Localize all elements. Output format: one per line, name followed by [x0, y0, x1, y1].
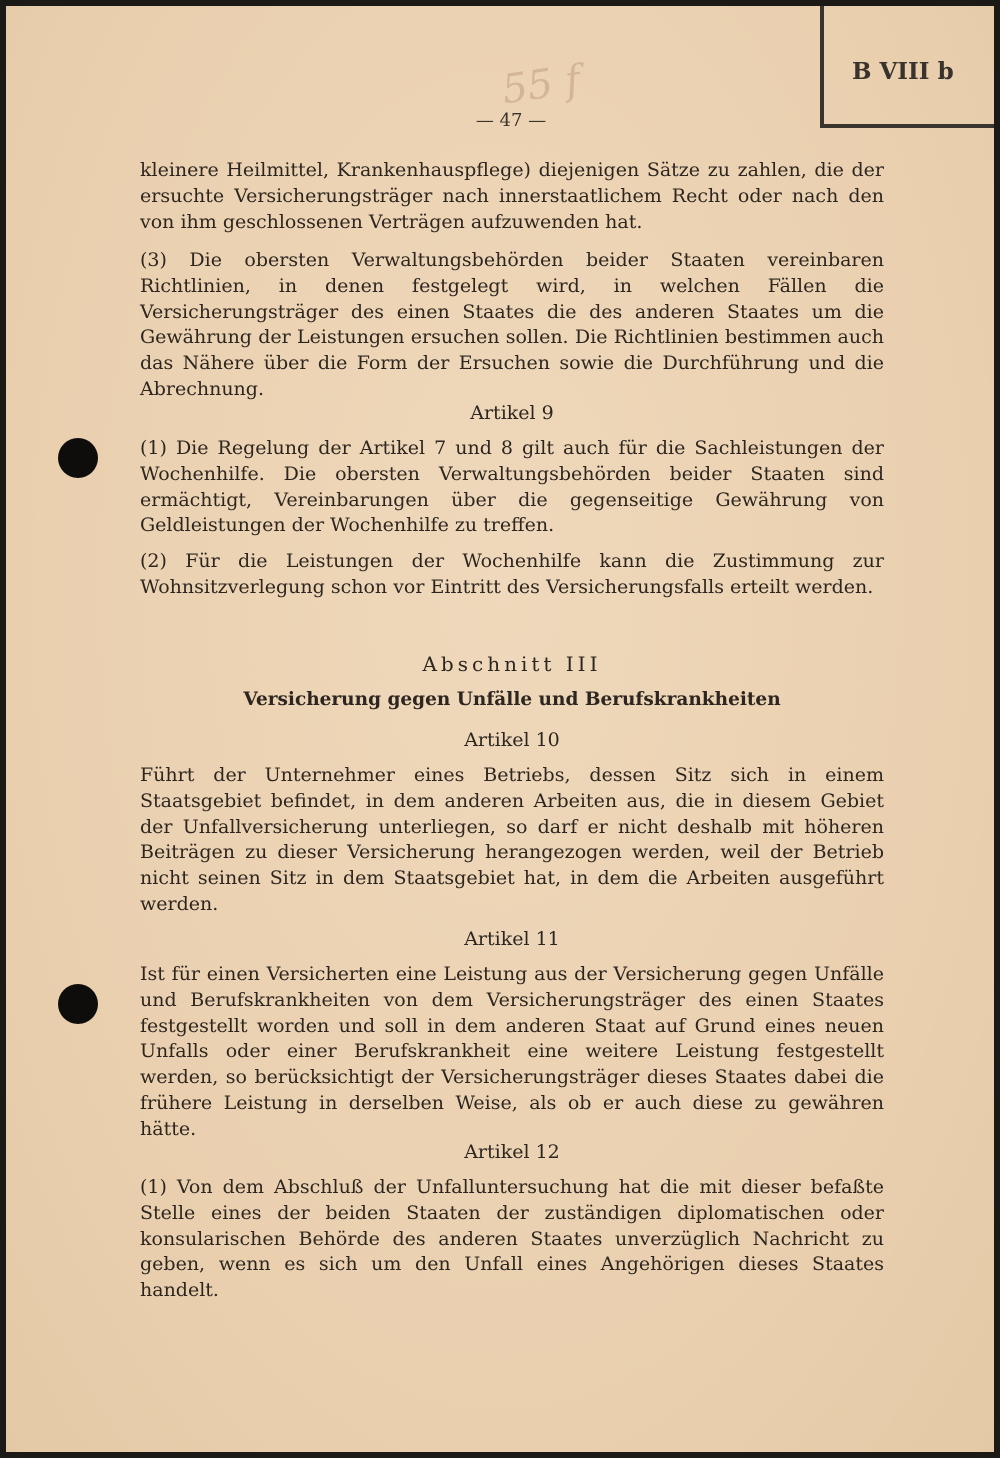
paragraph-article8-3: (3) Die obersten Verwaltungsbehörden beider Staaten vereinbaren Richtlinien, in denen festgelegt wird, in welchen Fällen die Versicherungsträger des einen Staates die des anderen Staates um die Gewährung der Leistungen ersuchen sollen. Die Richtlinien bestimmen auch das Nähere über die Form der Ersuchen sowie die Durchführung und die Abrechnung.: [140, 249, 884, 400]
page-number: — 47 —: [475, 110, 547, 131]
handwritten-note: 55 f: [499, 56, 584, 114]
heading-section-III: Abschnitt III: [422, 652, 602, 676]
archive-stamp-label: B VIII b: [852, 58, 954, 85]
paragraph-article12-1: (1) Von dem Abschluß der Unfalluntersuchung hat die mit dieser befaßte Stelle eines der beiden Staaten der zuständigen diplomatischen oder konsularischen Behörde des anderen Staates unverzüglich Nachricht zu geben, wenn es sich um den Unfall eines Angehörigen dieses Staates handelt.: [140, 1176, 884, 1302]
punch-hole-upper: [58, 438, 98, 478]
document-page: [6, 6, 994, 1452]
heading-section-title: Versicherung gegen Unfälle und Berufskrankheiten: [243, 689, 781, 710]
paragraph-article9-1: (1) Die Regelung der Artikel 7 und 8 gilt auch für die Sachleistungen der Wochenhilfe. Die obersten Verwaltungsbehörden beider Staaten sind ermächtigt, Vereinbarungen über die gegenseitige Gewährung von Geldleistungen der Wochenhilfe zu treffen.: [140, 437, 884, 537]
paragraph-article10: Führt der Unternehmer eines Betriebs, dessen Sitz sich in einem Staatsgebiet befindet, in dem anderen Arbeiten aus, die in diesem Gebiet der Unfallversicherung unterliegen, so darf er nicht deshalb mit höheren Beiträgen zu dieser Versicherung herangezogen werden, weil der Betrieb nicht seinen Sitz in dem Staatsgebiet hat, in dem die Arbeiten ausgeführt werden.: [140, 764, 884, 915]
punch-hole-lower: [58, 984, 98, 1024]
paragraph-continuation: kleinere Heilmittel, Krankenhauspflege) diejenigen Sätze zu zahlen, die der ersuchte Versicherungsträger nach innerstaatlichem Recht oder nach den von ihm geschlossenen Verträgen aufzuwenden hat.: [140, 159, 884, 233]
paragraph-article9-2: (2) Für die Leistungen der Wochenhilfe kann die Zustimmung zur Wohnsitzverlegung schon vor Eintritt des Versicherungsfalls erteilt werden.: [140, 550, 884, 598]
heading-article-10: Artikel 10: [464, 729, 560, 751]
heading-article-11: Artikel 11: [464, 928, 560, 950]
paragraph-article11: Ist für einen Versicherten eine Leistung aus der Versicherung gegen Unfälle und Berufskrankheiten von dem Versicherungsträger des einen Staates festgestellt worden und soll in dem anderen Staat auf Grund eines neuen Unfalls oder einer Berufskrankheit eine weitere Leistung festgestellt werden, so berücksichtigt der Versicherungsträger dieses Staates dabei die frühere Leistung in derselben Weise, als ob er auch diese zu gewähren hätte.: [140, 963, 884, 1140]
heading-article-9: Artikel 9: [470, 402, 554, 424]
heading-article-12: Artikel 12: [464, 1141, 560, 1163]
